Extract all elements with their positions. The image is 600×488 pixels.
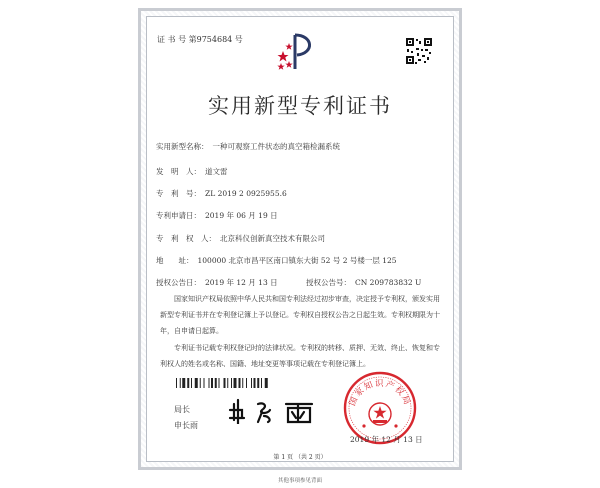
field-utility-model-name bbox=[156, 141, 340, 152]
field-value: 2019 年 12 月 13 日 bbox=[205, 278, 278, 287]
barcode-bar bbox=[219, 378, 220, 388]
field-inventor bbox=[156, 166, 228, 177]
barcode-bar bbox=[191, 378, 192, 388]
field-patentee bbox=[156, 233, 325, 244]
svg-text:国家知识产权局: 国家知识产权局 bbox=[347, 379, 413, 408]
barcode-bar bbox=[176, 378, 177, 388]
barcode-bar bbox=[227, 378, 228, 388]
field-value: 100000 北京市昌平区南口镇东大街 52 号 2 号楼一层 125 bbox=[197, 256, 397, 265]
field-label: 发 明 人： bbox=[156, 167, 201, 176]
barcode-bar bbox=[180, 378, 181, 388]
body-text: 国家知识产权局依照中华人民共和国专利法经过初步审查，决定授予专利权，颁发实用新型专利证书并在专利登记簿上予以登记。专利权自授权公告之日起生效。专利权期限为十年，自申请日起算。 bbox=[160, 295, 440, 335]
seal-date: 2019 年 12 月 13 日 bbox=[350, 435, 423, 444]
barcode-bar bbox=[246, 378, 247, 388]
qr-code-icon bbox=[405, 37, 433, 65]
field-application-date bbox=[156, 210, 278, 221]
barcode-bar bbox=[204, 378, 205, 388]
barcode-bar bbox=[187, 378, 189, 388]
barcode-icon bbox=[176, 378, 300, 388]
barcode-bar bbox=[231, 378, 232, 388]
body-text: 专利证书记载专利权登记时的法律状况。专利权的转移、质押、无效、终止、恢复和专利权人的姓名或名称、国籍、地址变更等事项记载在专利登记簿上。 bbox=[160, 344, 440, 368]
signature-role: 局长 bbox=[174, 405, 190, 414]
barcode-bar bbox=[239, 378, 241, 388]
barcode-bar bbox=[182, 378, 185, 388]
barcode-bar bbox=[215, 378, 217, 388]
barcode-bar bbox=[257, 378, 259, 388]
field-value: ZL 2019 2 0925955.6 bbox=[205, 189, 287, 198]
certificate-body-paragraph-2 bbox=[160, 340, 445, 372]
barcode-bar bbox=[251, 378, 252, 388]
barcode-bar bbox=[254, 378, 256, 388]
page-number: 第 1 页 （共 2 页） bbox=[273, 454, 327, 461]
barcode-bar bbox=[211, 378, 213, 388]
field-value: 北京科仪创新真空技术有限公司 bbox=[220, 234, 325, 243]
field-address bbox=[156, 255, 397, 266]
certificate-title: 实用新型专利证书 bbox=[208, 94, 392, 118]
patent-office-logo-icon bbox=[273, 31, 319, 75]
signature-name: 申长雨 bbox=[174, 421, 198, 430]
field-label: 地 址： bbox=[156, 256, 194, 265]
certificate-body-paragraph-1 bbox=[160, 291, 445, 339]
handwritten-signature-icon bbox=[228, 398, 324, 424]
field-value: CN 209783832 U bbox=[355, 278, 422, 287]
field-label: 专 利 号： bbox=[156, 189, 201, 198]
field-value: 一种可观察工件状态的真空箱检漏系统 bbox=[212, 142, 340, 151]
field-grant-number bbox=[306, 277, 421, 288]
field-value: 2019 年 06 月 19 日 bbox=[205, 211, 278, 220]
back-note: 其他事项参见背面 bbox=[277, 478, 322, 484]
barcode-bar bbox=[200, 378, 201, 388]
barcode-bar bbox=[195, 378, 198, 388]
barcode-bar bbox=[224, 378, 226, 388]
barcode-bar bbox=[209, 378, 210, 388]
field-label: 授权公告日： bbox=[156, 278, 201, 287]
field-label: 授权公告号： bbox=[306, 278, 351, 287]
field-label: 专利申请日： bbox=[156, 211, 201, 220]
field-value: 道文雷 bbox=[205, 167, 228, 176]
field-label: 专 利 权 人： bbox=[156, 234, 216, 243]
barcode-bar bbox=[265, 378, 268, 388]
field-grant-date bbox=[156, 277, 278, 288]
barcode-bar bbox=[242, 378, 243, 388]
barcode-bar bbox=[261, 378, 262, 388]
field-label: 实用新型名称： bbox=[156, 142, 209, 151]
barcode-bar bbox=[234, 378, 237, 388]
field-patent-number bbox=[156, 188, 287, 199]
certificate-number: 证 书 号 第9754684 号 bbox=[157, 35, 243, 44]
